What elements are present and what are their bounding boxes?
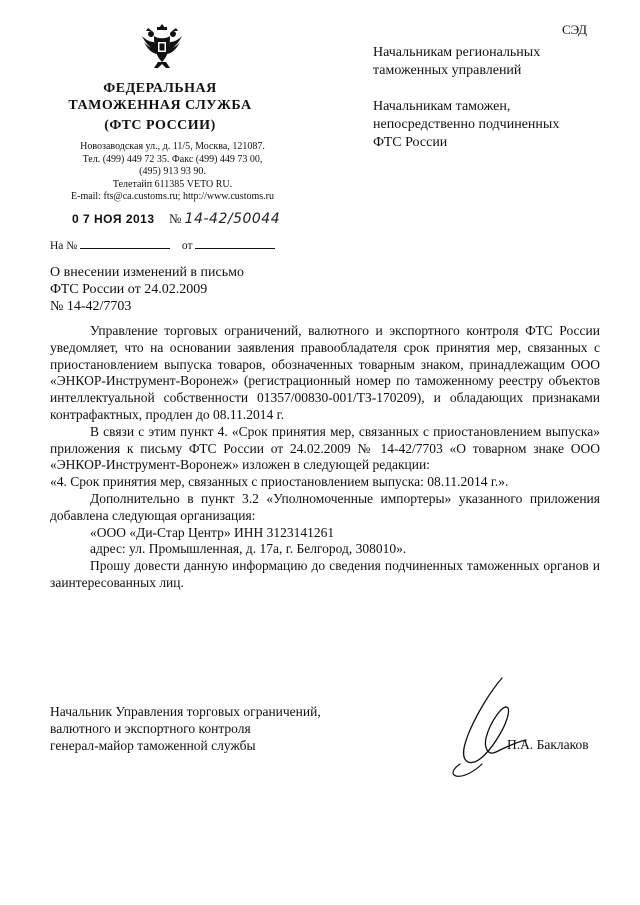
address-line: (495) 913 93 90. (139, 166, 206, 177)
address-line: Тел. (499) 449 72 35. Факс (499) 449 73 00, (82, 153, 263, 165)
recipients-block (373, 44, 623, 152)
letter-body (50, 323, 600, 592)
agency-short-name: (ФТС РОССИИ) (104, 118, 216, 133)
subject-line: О внесении изменений в письмо (50, 265, 244, 280)
signer-title-line: валютного и экспортного контроля (50, 721, 251, 736)
signer-name: П.А. Баклаков (507, 737, 589, 752)
ref-date-blank (195, 236, 275, 249)
address-line: E-mail: fts@ca.customs.ru; http://www.customs.ru (71, 191, 274, 202)
signer-title-line: генерал-майор таможенной службы (50, 738, 256, 753)
signer-title-line: Начальник Управления торговых ограничений, (50, 704, 321, 719)
body-paragraph: Дополнительно в пункт 3.2 «Уполномоченные импортеры» указанного приложения добавлена следующая организация: (50, 490, 600, 523)
handwritten-signature (430, 672, 540, 782)
address-line: Новозаводская ул., д. 11/5, Москва, 121087. (80, 141, 265, 152)
sed-mark: СЭД (562, 22, 588, 37)
body-paragraph: Управление торговых ограничений, валютного и экспортного контроля ФТС России уведомляет, что на основании заявления правообладателя срок принятия мер, связанных с приостановлением выпуска товаров, обозначенных товарным знаком, принадлежащим ООО «ЭНКОР-Инструмент-Воронеж» (регистрационный номер по таможенному реестру объектов интеллектуальной собственности 01357/00830-001/ТЗ-170209), и обладающих признаками контрафактных, продлен до 08.11.2014 г. (50, 323, 600, 422)
number-label: № (169, 211, 182, 226)
body-paragraph: «4. Срок принятия мер, связанных с приостановлением выпуска: 08.11.2014 г.». (50, 474, 509, 490)
agency-name-line1: ФЕДЕРАЛЬНАЯ (103, 81, 217, 96)
recipient-line: Начальникам таможен, (373, 99, 511, 114)
reference-line (50, 236, 275, 252)
address-line: Телетайп 611385 VETO RU. (112, 178, 233, 190)
recipient-line: ФТС России (373, 135, 448, 150)
subject-line: № 14-42/7703 (50, 299, 132, 314)
subject-block (50, 264, 244, 315)
subject-line: ФТС России от 24.02.2009 (50, 282, 208, 297)
agency-name-line2: ТАМОЖЕННАЯ СЛУЖБА (68, 98, 252, 113)
registration-line (72, 211, 280, 227)
body-paragraph: адрес: ул. Промышленная, д. 17а, г. Белгород, 308010». (90, 541, 407, 557)
coat-of-arms-icon (140, 22, 184, 70)
recipient-line: Начальникам региональных (373, 45, 541, 60)
outgoing-number: 14-42/50044 (184, 211, 281, 227)
ref-label: На № (50, 240, 78, 252)
date-stamp: 0 7 НОЯ 2013 (72, 212, 155, 226)
signer-title (50, 703, 321, 754)
recipient-line: непосредственно подчиненных (373, 117, 560, 132)
ref-from-label: от (181, 240, 193, 252)
recipient-line: таможенных управлений (373, 63, 522, 78)
ref-number-blank (80, 236, 170, 249)
body-paragraph: Прошу довести данную информацию до сведения подчиненных таможенных органов и заинтересованных лиц. (50, 558, 600, 590)
body-paragraph: В связи с этим пункт 4. «Срок принятия мер, связанных с приостановлением выпуска» приложения к письму ФТС России от 24.02.2009 № 14-42/7703 «О товарном знаке ООО «ЭНКОР-Инструмент-Воронеж» изложен в следующей редакции: (50, 423, 600, 473)
body-paragraph: «ООО «Ди-Стар Центр» ИНН 3123141261 (90, 524, 335, 540)
